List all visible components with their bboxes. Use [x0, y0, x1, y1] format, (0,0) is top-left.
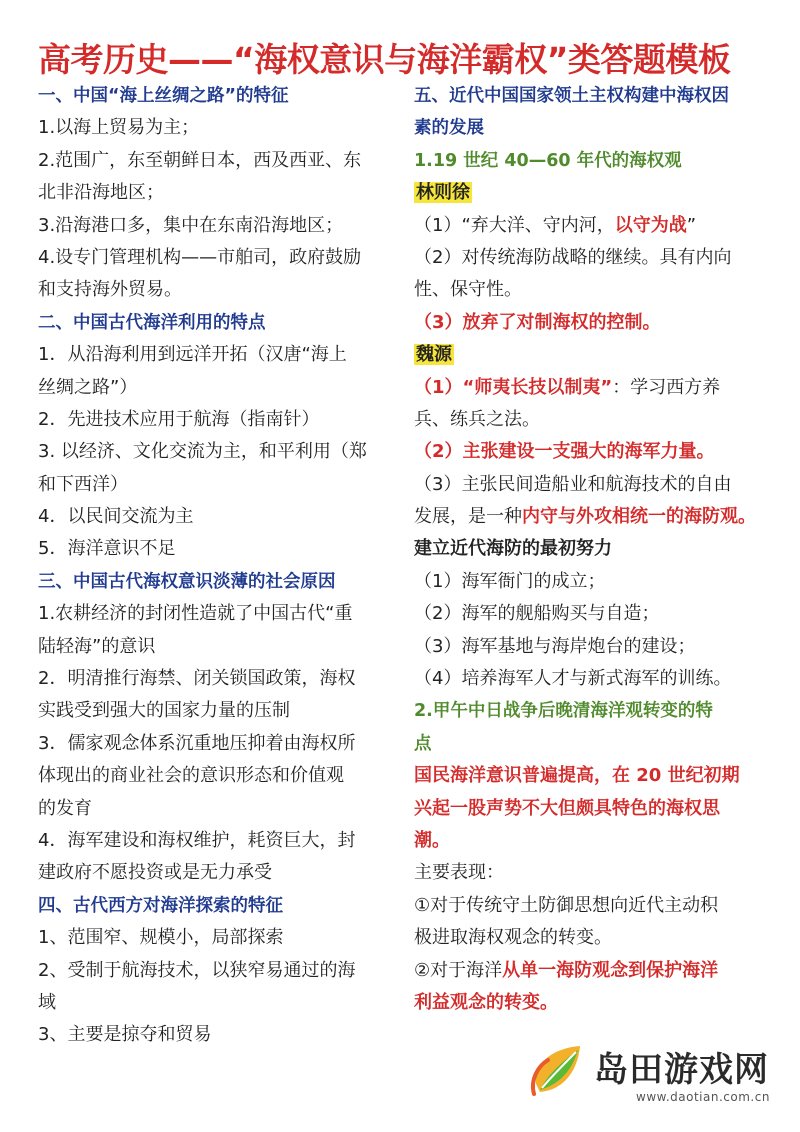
list-item: 性、保守性。 — [414, 279, 522, 301]
subheading-1: 1.19 世纪 40—60 年代的海权观 — [414, 150, 682, 171]
list-item: （1）海军衙门的成立； — [414, 570, 606, 592]
list-item: 兵、练兵之法。 — [414, 408, 540, 430]
list-item: （2）海军的舰船购买与自造； — [414, 603, 660, 625]
list-item: 实践受到强大的国家力量的压制 — [38, 700, 290, 722]
list-item: 极进取海权观念的转变。 — [414, 927, 612, 949]
name-highlight: 林则徐 — [416, 182, 470, 204]
list-item: 和下西洋） — [38, 473, 128, 495]
logo-url: www.daotian.com.cn — [636, 1090, 770, 1104]
list-item: 体现出的商业社会的意识形态和价值观 — [38, 765, 344, 787]
text: ：学习西方养 — [612, 376, 721, 398]
text: ” — [686, 214, 697, 236]
list-item: （3）海军基地与海岸炮台的建设； — [414, 635, 696, 657]
effort-heading: 建立近代海防的最初努力 — [414, 538, 612, 560]
list-item — [414, 210, 774, 242]
page-title: 高考历史——“海权意识与海洋霸权”类答题模板 — [38, 40, 731, 79]
list-item: （3）主张民间造船业和航海技术的自由 — [414, 473, 732, 495]
section-heading-3: 三、中国古代海权意识淡薄的社会原因 — [38, 571, 336, 592]
list-item: 3、主要是掠夺和贸易 — [38, 1024, 212, 1046]
emphasis-line: 利益观念的转变。 — [414, 991, 558, 1013]
list-item: 1．从沿海利用到远洋开拓（汉唐“海上 — [38, 344, 347, 366]
list-item: 丝绸之路”） — [38, 376, 138, 398]
person-lin — [414, 177, 774, 209]
text: 发展，是一种 — [414, 506, 522, 528]
list-item: ①对于传统守土防御思想向近代主动积 — [414, 894, 719, 916]
list-item: 陆轻海”的意识 — [38, 635, 156, 657]
list-item: 2．明清推行海禁、闭关锁国政策，海权 — [38, 668, 356, 690]
person-wei — [414, 339, 774, 371]
list-item: （2）对传统海防战略的继续。具有内向 — [414, 246, 732, 268]
subheading-2-cont: 点 — [414, 733, 432, 754]
emphasis-text: 以守为战 — [614, 214, 687, 236]
list-item: 2．先进技术应用于航海（指南针） — [38, 408, 320, 430]
right-column — [414, 80, 774, 1019]
emphasis-text: 从单一海防观念到保护海洋 — [502, 959, 719, 981]
section-heading-5-cont: 素的发展 — [414, 118, 484, 139]
text: （1）“弃大洋、守内河， — [414, 214, 615, 236]
list-item: 4．海军建设和海权维护，耗资巨大，封 — [38, 829, 356, 851]
leaf-logo-icon — [528, 1040, 590, 1102]
list-item: （4）培养海军人才与新式海军的训练。 — [414, 668, 732, 690]
list-item: 1、范围窄、规模小，局部探索 — [38, 927, 284, 949]
list-item: 的发育 — [38, 797, 92, 819]
list-item: 2.范围广，东至朝鲜日本，西及西亚、东 — [38, 149, 362, 171]
emphasis-line: 潮。 — [414, 829, 450, 851]
list-item — [414, 372, 774, 404]
site-logo[interactable] — [528, 1034, 778, 1118]
section-heading-1: 一、中国“海上丝绸之路”的特征 — [38, 86, 289, 106]
section-heading-2: 二、中国古代海洋利用的特点 — [38, 312, 266, 333]
list-item — [414, 501, 774, 533]
list-item: 建政府不愿投资或是无力承受 — [38, 862, 272, 884]
logo-name: 岛田游戏网 — [594, 1050, 769, 1090]
list-item: 5．海洋意识不足 — [38, 538, 176, 560]
subheading-2: 2.甲午中日战争后晚清海洋观转变的特 — [414, 701, 713, 722]
emphasis-line: 国民海洋意识普遍提高，在 20 世纪初期 — [414, 765, 740, 787]
list-item: 3．儒家观念体系沉重地压抑着由海权所 — [38, 732, 356, 754]
list-item: 4.设专门管理机构——市舶司，政府鼓励 — [38, 246, 362, 268]
emphasis-text: 内守与外攻相统一的海防观。 — [522, 506, 756, 528]
list-item: 北非沿海地区； — [38, 182, 164, 204]
emphasis-text: （1）“师夷长技以制夷” — [414, 376, 613, 398]
list-item — [414, 955, 774, 987]
list-item: 4．以民间交流为主 — [38, 506, 194, 528]
list-item: 3.沿海港口多，集中在东南沿海地区； — [38, 214, 344, 236]
section-heading-5: 五、近代中国国家领土主权构建中海权因 — [414, 86, 729, 106]
list-item: 1.以海上贸易为主； — [38, 117, 200, 139]
emphasis-line: （2）主张建设一支强大的海军力量。 — [414, 441, 715, 463]
list-item: 3. 以经济、文化交流为主，和平利用（郑 — [38, 441, 367, 463]
list-item: 1.农耕经济的封闭性造就了中国古代“重 — [38, 603, 353, 625]
list-item: 和支持海外贸易。 — [38, 279, 182, 301]
section-heading-4: 四、古代西方对海洋探索的特征 — [38, 895, 283, 916]
list-item: 域 — [38, 991, 56, 1013]
text: ②对于海洋 — [414, 959, 503, 981]
main-label: 主要表现： — [414, 862, 504, 884]
left-column — [38, 80, 390, 1052]
emphasis-line: （3）放弃了对制海权的控制。 — [414, 311, 661, 333]
name-highlight: 魏源 — [416, 344, 452, 366]
list-item: 2、受制于航海技术，以狭窄易通过的海 — [38, 959, 356, 981]
emphasis-line: 兴起一股声势不大但颇具特色的海权思 — [414, 797, 720, 819]
